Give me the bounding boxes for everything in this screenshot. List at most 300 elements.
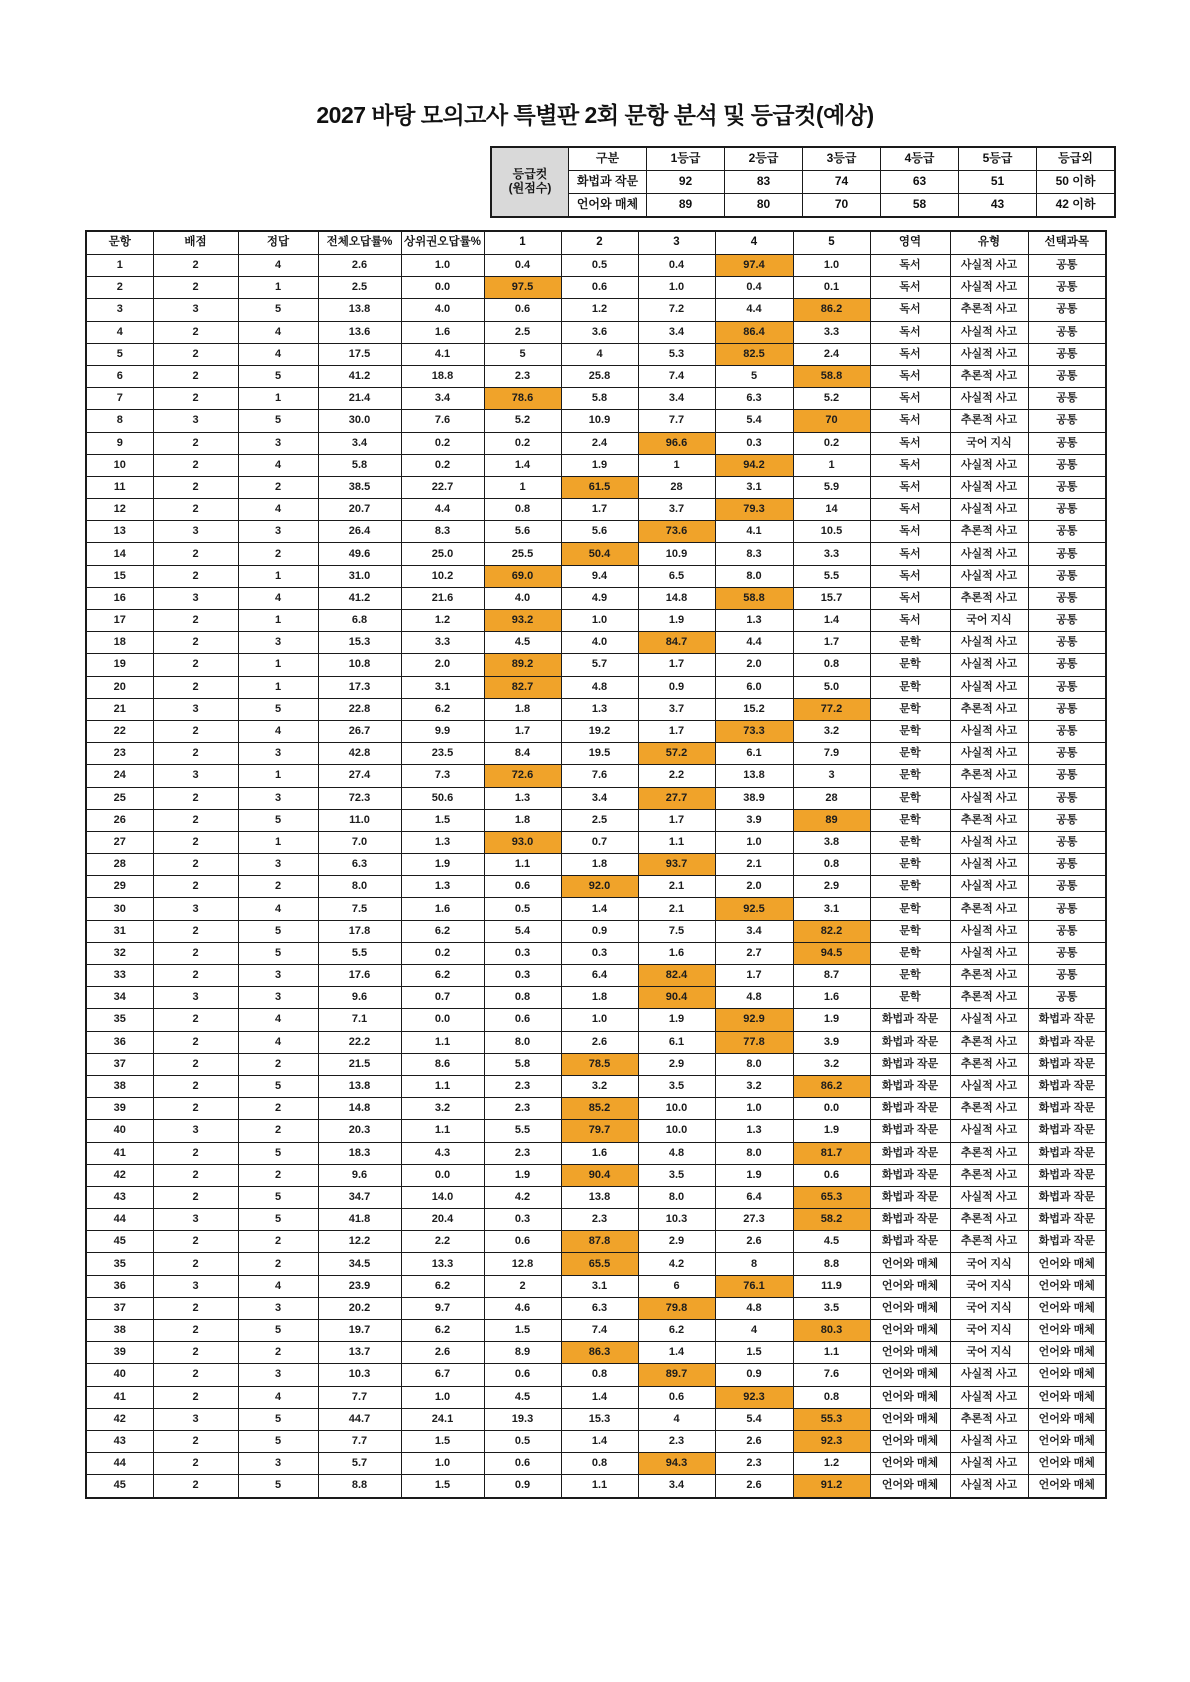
cell-choice-3: 89.7: [638, 1364, 715, 1386]
cell-wrong-rate-top: 3.3: [401, 632, 484, 654]
cell-choice-2: 3.6: [561, 321, 638, 343]
cell-choice-4: 94.2: [715, 454, 793, 476]
cell-area: 언어와 매체: [870, 1275, 950, 1297]
cell-subject: 화법과 작문: [1028, 1186, 1106, 1208]
cell-type: 추론적 사고: [950, 698, 1028, 720]
cell-wrong-rate-top: 1.6: [401, 898, 484, 920]
cell-choice-2: 3.1: [561, 1275, 638, 1297]
cell-subject: 공통: [1028, 632, 1106, 654]
cell-choice-4: 2.0: [715, 876, 793, 898]
cell-type: 사실적 사고: [950, 720, 1028, 742]
cell-area: 화법과 작문: [870, 1053, 950, 1075]
cell-points: 2: [153, 942, 238, 964]
cell-points: 3: [153, 1275, 238, 1297]
cell-choice-3: 1.6: [638, 942, 715, 964]
cell-type: 국어 지식: [950, 1275, 1028, 1297]
cell-type: 사실적 사고: [950, 632, 1028, 654]
cell-choice-1: 8.0: [484, 1031, 561, 1053]
cell-answer: 5: [238, 942, 318, 964]
cell-wrong-rate-all: 13.8: [318, 299, 401, 321]
table-row: [86, 587, 1106, 609]
cell-subject: 언어와 매체: [1028, 1408, 1106, 1430]
cell-choice-2: 1.3: [561, 698, 638, 720]
cell-choice-4: 4.4: [715, 299, 793, 321]
cell-area: 화법과 작문: [870, 1098, 950, 1120]
cell-choice-1: 0.5: [484, 898, 561, 920]
cell-choice-4: 76.1: [715, 1275, 793, 1297]
cell-answer: 5: [238, 1186, 318, 1208]
cell-choice-5: 82.2: [793, 920, 870, 942]
cell-choice-3: 0.6: [638, 1386, 715, 1408]
cell-type: 국어 지식: [950, 610, 1028, 632]
cell-wrong-rate-all: 2.5: [318, 277, 401, 299]
cell-choice-2: 79.7: [561, 1120, 638, 1142]
cell-wrong-rate-all: 7.7: [318, 1430, 401, 1452]
cell-choice-4: 0.4: [715, 277, 793, 299]
table-row: [86, 343, 1106, 365]
cell-type: 사실적 사고: [950, 277, 1028, 299]
cell-wrong-rate-all: 12.2: [318, 1231, 401, 1253]
cell-answer: 4: [238, 454, 318, 476]
cell-choice-4: 3.9: [715, 809, 793, 831]
cell-type: 추론적 사고: [950, 1031, 1028, 1053]
cell-choice-2: 0.9: [561, 920, 638, 942]
cell-question-no: 42: [86, 1408, 153, 1430]
cell-answer: 1: [238, 765, 318, 787]
cell-choice-4: 92.5: [715, 898, 793, 920]
cell-choice-1: 5.6: [484, 521, 561, 543]
cell-type: 추론적 사고: [950, 809, 1028, 831]
cell-type: 국어 지식: [950, 432, 1028, 454]
cell-question-no: 34: [86, 987, 153, 1009]
cell-answer: 5: [238, 410, 318, 432]
cell-choice-5: 2.4: [793, 343, 870, 365]
cell-choice-3: 1.1: [638, 831, 715, 853]
cell-subject: 공통: [1028, 698, 1106, 720]
cell-question-no: 29: [86, 876, 153, 898]
cell-wrong-rate-top: 1.1: [401, 1031, 484, 1053]
cell-type: 추론적 사고: [950, 365, 1028, 387]
cell-wrong-rate-top: 6.2: [401, 965, 484, 987]
cell-points: 2: [153, 388, 238, 410]
cell-choice-4: 1.9: [715, 1164, 793, 1186]
cell-subject: 공통: [1028, 432, 1106, 454]
cell-points: 2: [153, 476, 238, 498]
header-choice-5: 5: [793, 231, 870, 255]
cell-question-no: 33: [86, 965, 153, 987]
cell-question-no: 15: [86, 565, 153, 587]
table-row: [86, 854, 1106, 876]
cell-wrong-rate-top: 20.4: [401, 1209, 484, 1231]
cell-area: 문학: [870, 876, 950, 898]
cell-question-no: 28: [86, 854, 153, 876]
cell-choice-5: 4.5: [793, 1231, 870, 1253]
cell-answer: 5: [238, 920, 318, 942]
cell-area: 독서: [870, 299, 950, 321]
table-row: [86, 1098, 1106, 1120]
table-row: [86, 898, 1106, 920]
cell-answer: 5: [238, 1408, 318, 1430]
cell-points: 2: [153, 1453, 238, 1475]
header-wrong-rate-all: 전체오답률%: [318, 231, 401, 255]
cell-area: 화법과 작문: [870, 1031, 950, 1053]
cell-question-no: 37: [86, 1053, 153, 1075]
cell-choice-2: 5.7: [561, 654, 638, 676]
cell-choice-2: 7.4: [561, 1320, 638, 1342]
table-row: [86, 765, 1106, 787]
cut-data-row: [491, 171, 1115, 194]
grade-cut-table: [490, 146, 1116, 218]
cell-choice-5: 7.9: [793, 743, 870, 765]
cell-wrong-rate-all: 19.7: [318, 1320, 401, 1342]
cell-choice-1: 0.4: [484, 255, 561, 277]
cell-answer: 1: [238, 654, 318, 676]
cell-choice-3: 8.0: [638, 1186, 715, 1208]
cell-choice-5: 5.2: [793, 388, 870, 410]
cell-subject: 공통: [1028, 743, 1106, 765]
cell-type: 추론적 사고: [950, 1231, 1028, 1253]
cell-question-no: 44: [86, 1453, 153, 1475]
cell-type: 국어 지식: [950, 1320, 1028, 1342]
cell-choice-2: 1.6: [561, 1142, 638, 1164]
cell-question-no: 41: [86, 1142, 153, 1164]
cell-subject: 언어와 매체: [1028, 1364, 1106, 1386]
cut-header-cell: 구분: [569, 147, 647, 171]
header-wrong-rate-top: 상위권오답률%: [401, 231, 484, 255]
cell-choice-4: 2.1: [715, 854, 793, 876]
cell-subject: 공통: [1028, 410, 1106, 432]
cell-points: 2: [153, 255, 238, 277]
cell-answer: 3: [238, 632, 318, 654]
cell-points: 2: [153, 1164, 238, 1186]
cell-points: 2: [153, 809, 238, 831]
cell-choice-5: 3.9: [793, 1031, 870, 1053]
cell-wrong-rate-all: 20.3: [318, 1120, 401, 1142]
table-row: [86, 1253, 1106, 1275]
cell-question-no: 39: [86, 1098, 153, 1120]
cell-choice-4: 3.4: [715, 920, 793, 942]
cell-choice-5: 8.7: [793, 965, 870, 987]
cell-choice-1: 2.3: [484, 1075, 561, 1097]
cell-choice-2: 25.8: [561, 365, 638, 387]
cell-choice-5: 86.2: [793, 1075, 870, 1097]
cell-question-no: 3: [86, 299, 153, 321]
cell-subject: 공통: [1028, 654, 1106, 676]
cell-area: 언어와 매체: [870, 1364, 950, 1386]
cut-row-label: 언어와 매체: [569, 194, 647, 218]
cell-choice-5: 1.4: [793, 610, 870, 632]
cell-answer: 4: [238, 1031, 318, 1053]
cell-wrong-rate-top: 6.2: [401, 1275, 484, 1297]
cell-choice-1: 0.6: [484, 1009, 561, 1031]
cell-wrong-rate-all: 49.6: [318, 543, 401, 565]
cell-points: 2: [153, 876, 238, 898]
cell-type: 사실적 사고: [950, 654, 1028, 676]
cell-question-no: 30: [86, 898, 153, 920]
cell-question-no: 41: [86, 1386, 153, 1408]
cell-points: 3: [153, 299, 238, 321]
cell-wrong-rate-top: 2.0: [401, 654, 484, 676]
cell-area: 화법과 작문: [870, 1142, 950, 1164]
table-row: [86, 499, 1106, 521]
cell-choice-3: 14.8: [638, 587, 715, 609]
header-choice-1: 1: [484, 231, 561, 255]
cell-type: 사실적 사고: [950, 1386, 1028, 1408]
cell-choice-1: 78.6: [484, 388, 561, 410]
cell-choice-3: 84.7: [638, 632, 715, 654]
cell-subject: 공통: [1028, 876, 1106, 898]
cell-choice-1: 93.2: [484, 610, 561, 632]
cell-points: 2: [153, 610, 238, 632]
cell-answer: 4: [238, 1386, 318, 1408]
cell-points: 3: [153, 521, 238, 543]
cell-choice-3: 3.4: [638, 1475, 715, 1498]
cell-choice-3: 73.6: [638, 521, 715, 543]
cut-value-cell: 80: [725, 194, 803, 218]
cell-answer: 1: [238, 831, 318, 853]
cell-subject: 공통: [1028, 587, 1106, 609]
cell-choice-4: 97.4: [715, 255, 793, 277]
cut-header-cell: 4등급: [881, 147, 959, 171]
cell-choice-4: 8.3: [715, 543, 793, 565]
table-row: [86, 987, 1106, 1009]
cell-choice-5: 3.2: [793, 1053, 870, 1075]
cell-question-no: 45: [86, 1475, 153, 1498]
cell-wrong-rate-all: 13.6: [318, 321, 401, 343]
cell-question-no: 44: [86, 1209, 153, 1231]
cell-question-no: 26: [86, 809, 153, 831]
cell-wrong-rate-all: 7.0: [318, 831, 401, 853]
cell-choice-4: 1.0: [715, 1098, 793, 1120]
cell-wrong-rate-all: 14.8: [318, 1098, 401, 1120]
cell-question-no: 8: [86, 410, 153, 432]
cell-type: 사실적 사고: [950, 476, 1028, 498]
table-row: [86, 1142, 1106, 1164]
cell-subject: 공통: [1028, 676, 1106, 698]
cell-area: 언어와 매체: [870, 1430, 950, 1452]
cell-subject: 화법과 작문: [1028, 1031, 1106, 1053]
cell-choice-2: 2.5: [561, 809, 638, 831]
cell-answer: 2: [238, 1098, 318, 1120]
table-row: [86, 1386, 1106, 1408]
cell-choice-3: 3.5: [638, 1075, 715, 1097]
cell-choice-2: 2.4: [561, 432, 638, 454]
table-row: [86, 1186, 1106, 1208]
cell-points: 3: [153, 1209, 238, 1231]
cell-question-no: 37: [86, 1297, 153, 1319]
cell-choice-2: 0.7: [561, 831, 638, 853]
cell-choice-5: 0.0: [793, 1098, 870, 1120]
cell-points: 2: [153, 1297, 238, 1319]
cell-answer: 5: [238, 1320, 318, 1342]
cell-type: 사실적 사고: [950, 1475, 1028, 1498]
cell-subject: 언어와 매체: [1028, 1342, 1106, 1364]
cell-points: 2: [153, 1253, 238, 1275]
cell-wrong-rate-top: 1.6: [401, 321, 484, 343]
cell-wrong-rate-top: 1.0: [401, 1386, 484, 1408]
cell-area: 문학: [870, 920, 950, 942]
cell-subject: 공통: [1028, 543, 1106, 565]
cell-answer: 1: [238, 565, 318, 587]
cell-points: 2: [153, 1009, 238, 1031]
cell-choice-2: 4.8: [561, 676, 638, 698]
cell-choice-2: 78.5: [561, 1053, 638, 1075]
cell-choice-5: 3.3: [793, 543, 870, 565]
table-row: [86, 454, 1106, 476]
table-row: [86, 787, 1106, 809]
cell-wrong-rate-all: 13.7: [318, 1342, 401, 1364]
cell-choice-2: 19.5: [561, 743, 638, 765]
cell-choice-4: 13.8: [715, 765, 793, 787]
cell-area: 독서: [870, 255, 950, 277]
cell-wrong-rate-top: 0.2: [401, 432, 484, 454]
cell-choice-3: 1.0: [638, 277, 715, 299]
cell-question-no: 38: [86, 1320, 153, 1342]
cell-wrong-rate-top: 3.1: [401, 676, 484, 698]
cell-choice-3: 1.7: [638, 809, 715, 831]
table-row: [86, 965, 1106, 987]
cell-type: 사실적 사고: [950, 1430, 1028, 1452]
cell-subject: 공통: [1028, 831, 1106, 853]
cell-choice-1: 72.6: [484, 765, 561, 787]
table-row: [86, 920, 1106, 942]
cell-points: 2: [153, 1075, 238, 1097]
cell-points: 2: [153, 743, 238, 765]
cell-answer: 2: [238, 1164, 318, 1186]
cell-type: 사실적 사고: [950, 1364, 1028, 1386]
cell-choice-4: 5.4: [715, 410, 793, 432]
cell-answer: 2: [238, 476, 318, 498]
cell-wrong-rate-all: 9.6: [318, 1164, 401, 1186]
cell-question-no: 24: [86, 765, 153, 787]
cell-wrong-rate-all: 72.3: [318, 787, 401, 809]
table-row: [86, 1364, 1106, 1386]
cell-type: 국어 지식: [950, 1297, 1028, 1319]
cell-choice-3: 0.4: [638, 255, 715, 277]
cell-choice-3: 5.3: [638, 343, 715, 365]
table-row: [86, 277, 1106, 299]
cell-choice-3: 10.0: [638, 1120, 715, 1142]
cell-choice-2: 1.4: [561, 1430, 638, 1452]
cell-points: 2: [153, 676, 238, 698]
cell-choice-4: 3.1: [715, 476, 793, 498]
cell-choice-1: 93.0: [484, 831, 561, 853]
cell-choice-3: 6: [638, 1275, 715, 1297]
cell-choice-3: 82.4: [638, 965, 715, 987]
cell-wrong-rate-all: 20.2: [318, 1297, 401, 1319]
cell-answer: 5: [238, 698, 318, 720]
table-row: [86, 831, 1106, 853]
cell-wrong-rate-top: 4.3: [401, 1142, 484, 1164]
cell-type: 추론적 사고: [950, 987, 1028, 1009]
cell-points: 2: [153, 920, 238, 942]
cell-choice-5: 70: [793, 410, 870, 432]
cell-choice-1: 0.6: [484, 1364, 561, 1386]
cell-choice-4: 6.4: [715, 1186, 793, 1208]
cell-choice-5: 3.1: [793, 898, 870, 920]
cell-choice-4: 1.0: [715, 831, 793, 853]
cell-question-no: 23: [86, 743, 153, 765]
cell-choice-2: 1.4: [561, 1386, 638, 1408]
cell-wrong-rate-all: 15.3: [318, 632, 401, 654]
cell-wrong-rate-top: 1.9: [401, 854, 484, 876]
cell-question-no: 25: [86, 787, 153, 809]
cell-choice-4: 6.0: [715, 676, 793, 698]
table-row: [86, 610, 1106, 632]
cell-answer: 2: [238, 876, 318, 898]
cell-area: 언어와 매체: [870, 1297, 950, 1319]
cell-wrong-rate-all: 8.0: [318, 876, 401, 898]
cell-choice-3: 3.4: [638, 321, 715, 343]
cut-data-row: [491, 194, 1115, 218]
cell-area: 문학: [870, 898, 950, 920]
cell-subject: 화법과 작문: [1028, 1075, 1106, 1097]
cell-choice-4: 92.3: [715, 1386, 793, 1408]
cell-type: 추론적 사고: [950, 765, 1028, 787]
cell-choice-4: 4.4: [715, 632, 793, 654]
cell-choice-4: 0.3: [715, 432, 793, 454]
cell-subject: 언어와 매체: [1028, 1475, 1106, 1498]
cell-choice-5: 0.6: [793, 1164, 870, 1186]
page-title: 2027 바탕 모의고사 특별판 2회 문항 분석 및 등급컷(예상): [316, 102, 874, 128]
cell-question-no: 32: [86, 942, 153, 964]
cell-choice-2: 1.8: [561, 987, 638, 1009]
cell-subject: 언어와 매체: [1028, 1275, 1106, 1297]
cell-subject: 언어와 매체: [1028, 1453, 1106, 1475]
cell-subject: 공통: [1028, 942, 1106, 964]
cell-type: 사실적 사고: [950, 676, 1028, 698]
cell-choice-3: 7.2: [638, 299, 715, 321]
cell-choice-3: 4: [638, 1408, 715, 1430]
cell-points: 2: [153, 1053, 238, 1075]
cell-type: 사실적 사고: [950, 787, 1028, 809]
cell-choice-1: 4.5: [484, 632, 561, 654]
cell-choice-2: 1.0: [561, 1009, 638, 1031]
cell-choice-5: 65.3: [793, 1186, 870, 1208]
cell-choice-2: 0.8: [561, 1453, 638, 1475]
cell-subject: 공통: [1028, 965, 1106, 987]
cell-type: 사실적 사고: [950, 1120, 1028, 1142]
cell-answer: 3: [238, 965, 318, 987]
cell-points: 2: [153, 1430, 238, 1452]
cell-choice-1: 1.8: [484, 698, 561, 720]
cell-subject: 언어와 매체: [1028, 1320, 1106, 1342]
cell-choice-1: 1.4: [484, 454, 561, 476]
cell-type: 사실적 사고: [950, 388, 1028, 410]
cell-subject: 언어와 매체: [1028, 1386, 1106, 1408]
cut-value-cell: 83: [725, 171, 803, 194]
cell-wrong-rate-top: 1.1: [401, 1120, 484, 1142]
cell-wrong-rate-top: 6.2: [401, 1320, 484, 1342]
cut-header-cell: 1등급: [647, 147, 725, 171]
cell-points: 2: [153, 499, 238, 521]
cut-value-cell: 51: [959, 171, 1037, 194]
table-row: [86, 543, 1106, 565]
cell-choice-2: 4.9: [561, 587, 638, 609]
cell-type: 사실적 사고: [950, 743, 1028, 765]
cell-area: 독서: [870, 499, 950, 521]
cell-subject: 화법과 작문: [1028, 1120, 1106, 1142]
cell-choice-1: 2.3: [484, 365, 561, 387]
cell-choice-3: 2.9: [638, 1231, 715, 1253]
cell-choice-4: 8.0: [715, 1142, 793, 1164]
cell-choice-2: 2.3: [561, 1209, 638, 1231]
cell-choice-3: 2.3: [638, 1430, 715, 1452]
cell-choice-2: 65.5: [561, 1253, 638, 1275]
cell-choice-2: 10.9: [561, 410, 638, 432]
cell-area: 문학: [870, 698, 950, 720]
cell-choice-5: 8.8: [793, 1253, 870, 1275]
